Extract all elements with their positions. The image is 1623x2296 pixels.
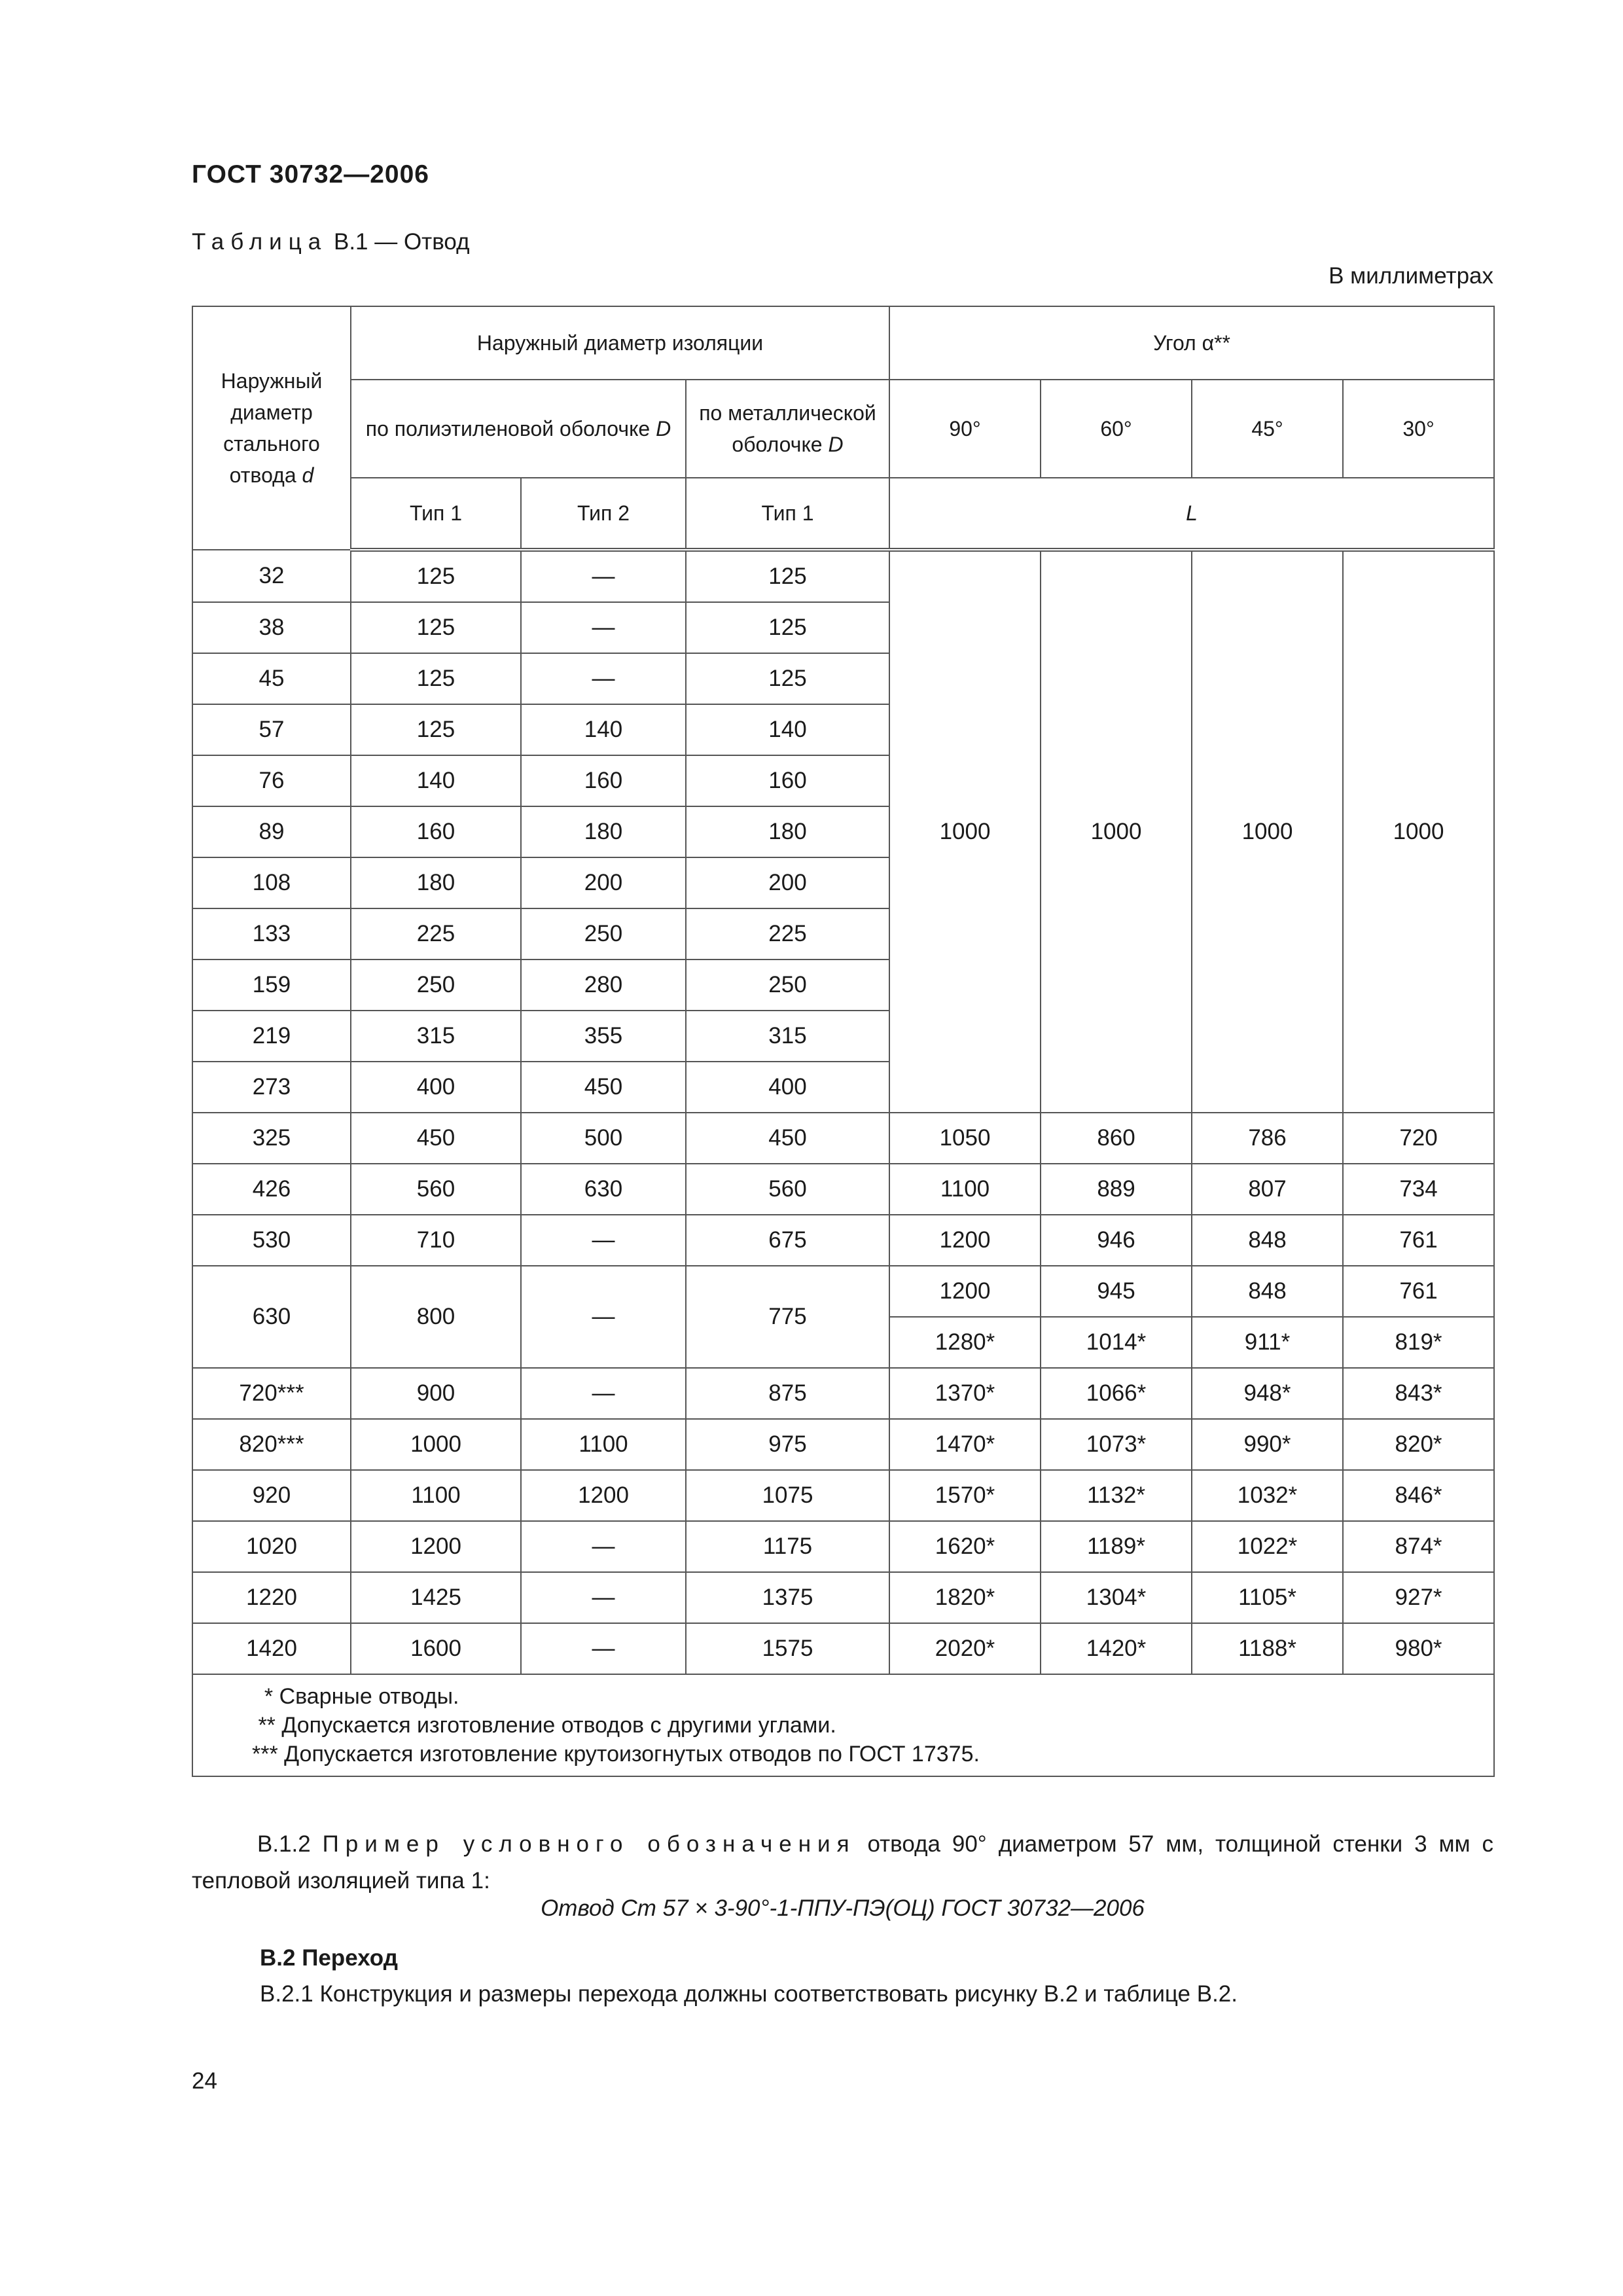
cell-pe-type1: 800 bbox=[351, 1266, 521, 1368]
caption-label: Таблица bbox=[192, 229, 328, 255]
cell-steel-d: 57 bbox=[192, 704, 351, 755]
cell-l-45: 848 bbox=[1192, 1215, 1343, 1266]
cell-l-60: 860 bbox=[1041, 1113, 1192, 1164]
cell-l-60: 1189* bbox=[1041, 1521, 1192, 1572]
cell-metal-type1: 125 bbox=[686, 550, 889, 602]
cell-pe-type2: — bbox=[521, 1623, 686, 1674]
cell-l-45: 786 bbox=[1192, 1113, 1343, 1164]
cell-pe-type1: 225 bbox=[351, 908, 521, 960]
cell-l-90: 1050 bbox=[889, 1113, 1041, 1164]
cell-pe-type1: 1000 bbox=[351, 1419, 521, 1470]
cell-l-90: 1280* bbox=[889, 1317, 1041, 1368]
cell-pe-type2: 140 bbox=[521, 704, 686, 755]
cell-l-30: 846* bbox=[1343, 1470, 1494, 1521]
header-angle-45: 45° bbox=[1192, 380, 1343, 478]
cell-l-30: 761 bbox=[1343, 1215, 1494, 1266]
header-metal-sheath: по металлической оболочке D bbox=[686, 380, 889, 478]
document-code: ГОСТ 30732—2006 bbox=[192, 160, 429, 188]
paragraph-b12: В.1.2 Пример условного обозначения отвода 90° диаметром 57 мм, толщиной стенки 3 мм с тепловой изоляцией типа 1: bbox=[192, 1831, 1493, 1893]
cell-steel-d: 1220 bbox=[192, 1572, 351, 1623]
cell-l-30: 819* bbox=[1343, 1317, 1494, 1368]
cell-steel-d: 630 bbox=[192, 1266, 351, 1368]
table-row bbox=[192, 1470, 1494, 1521]
cell-pe-type2: 1200 bbox=[521, 1470, 686, 1521]
cell-l-30: 874* bbox=[1343, 1521, 1494, 1572]
cell-steel-d: 38 bbox=[192, 602, 351, 653]
cell-pe-type2: 280 bbox=[521, 960, 686, 1011]
cell-steel-d: 1420 bbox=[192, 1623, 351, 1674]
cell-l-45: 1105* bbox=[1192, 1572, 1343, 1623]
cell-pe-type1: 250 bbox=[351, 960, 521, 1011]
cell-steel-d: 820*** bbox=[192, 1419, 351, 1470]
cell-l-30: 927* bbox=[1343, 1572, 1494, 1623]
cell-metal-type1: 875 bbox=[686, 1368, 889, 1419]
cell-l-90: 2020* bbox=[889, 1623, 1041, 1674]
cell-steel-d: 530 bbox=[192, 1215, 351, 1266]
table-row bbox=[192, 1521, 1494, 1572]
section-b2-title: В.2 Переход bbox=[260, 1945, 398, 1971]
table-footnotes bbox=[192, 1674, 1494, 1776]
header-angle-60: 60° bbox=[1041, 380, 1192, 478]
cell-pe-type2: — bbox=[521, 1215, 686, 1266]
cell-pe-type2: 355 bbox=[521, 1011, 686, 1062]
table-row bbox=[192, 1113, 1494, 1164]
cell-l-60: 1014* bbox=[1041, 1317, 1192, 1368]
cell-l-60: 946 bbox=[1041, 1215, 1192, 1266]
table-row bbox=[192, 1215, 1494, 1266]
cell-pe-type2: 250 bbox=[521, 908, 686, 960]
page-number: 24 bbox=[192, 2068, 217, 2094]
paragraph-b21: В.2.1 Конструкция и размеры перехода должны соответствовать рисунку В.2 и таблице В.2. bbox=[260, 1981, 1238, 2007]
cell-pe-type2: 450 bbox=[521, 1062, 686, 1113]
cell-l-60: 1304* bbox=[1041, 1572, 1192, 1623]
header-angle: Угол α** bbox=[889, 306, 1494, 380]
cell-l-30: 980* bbox=[1343, 1623, 1494, 1674]
cell-pe-type2: — bbox=[521, 653, 686, 704]
cell-metal-type1: 1175 bbox=[686, 1521, 889, 1572]
cell-steel-d: 159 bbox=[192, 960, 351, 1011]
cell-pe-type1: 180 bbox=[351, 857, 521, 908]
cell-l-60: 1073* bbox=[1041, 1419, 1192, 1470]
header-type-1-metal: Тип 1 bbox=[686, 478, 889, 550]
header-type-1: Тип 1 bbox=[351, 478, 521, 550]
table-row bbox=[192, 1266, 1494, 1317]
cell-metal-type1: 140 bbox=[686, 704, 889, 755]
cell-metal-type1: 200 bbox=[686, 857, 889, 908]
cell-l-60: 1420* bbox=[1041, 1623, 1192, 1674]
cell-l-45: 1032* bbox=[1192, 1470, 1343, 1521]
caption-title: В.1 — Отвод bbox=[333, 229, 470, 255]
cell-l-90: 1200 bbox=[889, 1215, 1041, 1266]
cell-pe-type1: 125 bbox=[351, 602, 521, 653]
footnote-3: *** Допускается изготовление крутоизогнутых отводов по ГОСТ 17375. bbox=[252, 1742, 980, 1767]
cell-l-45: 948* bbox=[1192, 1368, 1343, 1419]
header-insulation-diameter: Наружный диаметр изоляции bbox=[351, 306, 889, 380]
cell-pe-type1: 1200 bbox=[351, 1521, 521, 1572]
cell-pe-type1: 315 bbox=[351, 1011, 521, 1062]
cell-pe-type2: — bbox=[521, 602, 686, 653]
header-angle-30: 30° bbox=[1343, 380, 1494, 478]
cell-pe-type1: 560 bbox=[351, 1164, 521, 1215]
cell-l-90: 1820* bbox=[889, 1572, 1041, 1623]
cell-l-90: 1570* bbox=[889, 1470, 1041, 1521]
cell-steel-d: 325 bbox=[192, 1113, 351, 1164]
cell-pe-type1: 1100 bbox=[351, 1470, 521, 1521]
table-caption bbox=[192, 229, 470, 255]
cell-pe-type2: 500 bbox=[521, 1113, 686, 1164]
cell-l-90: 1620* bbox=[889, 1521, 1041, 1572]
cell-l-30: 720 bbox=[1343, 1113, 1494, 1164]
cell-metal-type1: 225 bbox=[686, 908, 889, 960]
cell-steel-d: 920 bbox=[192, 1470, 351, 1521]
cell-metal-type1: 1075 bbox=[686, 1470, 889, 1521]
cell-length-merged-0: 1000 bbox=[889, 550, 1041, 1113]
cell-l-30: 820* bbox=[1343, 1419, 1494, 1470]
cell-length-merged-2: 1000 bbox=[1192, 550, 1343, 1113]
cell-metal-type1: 775 bbox=[686, 1266, 889, 1368]
designation-example: Отвод Ст 57 × 3-90°-1-ППУ-ПЭ(ОЦ) ГОСТ 30732—2006 bbox=[541, 1895, 1145, 1921]
cell-length-merged-3: 1000 bbox=[1343, 550, 1494, 1113]
header-angle-90: 90° bbox=[889, 380, 1041, 478]
cell-l-60: 1066* bbox=[1041, 1368, 1192, 1419]
cell-metal-type1: 675 bbox=[686, 1215, 889, 1266]
cell-pe-type1: 400 bbox=[351, 1062, 521, 1113]
cell-pe-type1: 1425 bbox=[351, 1572, 521, 1623]
cell-pe-type2: — bbox=[521, 1368, 686, 1419]
cell-l-45: 1022* bbox=[1192, 1521, 1343, 1572]
cell-steel-d: 273 bbox=[192, 1062, 351, 1113]
cell-l-60: 1132* bbox=[1041, 1470, 1192, 1521]
cell-l-90: 1470* bbox=[889, 1419, 1041, 1470]
footnote-2: ** Допускается изготовление отводов с другими углами. bbox=[252, 1713, 836, 1738]
cell-steel-d: 219 bbox=[192, 1011, 351, 1062]
cell-pe-type1: 450 bbox=[351, 1113, 521, 1164]
cell-l-30: 761 bbox=[1343, 1266, 1494, 1317]
header-pe-sheath: по полиэтиленовой оболочке D bbox=[351, 380, 686, 478]
cell-l-90: 1370* bbox=[889, 1368, 1041, 1419]
cell-metal-type1: 560 bbox=[686, 1164, 889, 1215]
cell-metal-type1: 975 bbox=[686, 1419, 889, 1470]
cell-pe-type1: 125 bbox=[351, 704, 521, 755]
cell-l-45: 848 bbox=[1192, 1266, 1343, 1317]
cell-metal-type1: 250 bbox=[686, 960, 889, 1011]
cell-pe-type1: 125 bbox=[351, 550, 521, 602]
table-row bbox=[192, 1164, 1494, 1215]
cell-l-45: 990* bbox=[1192, 1419, 1343, 1470]
cell-l-45: 911* bbox=[1192, 1317, 1343, 1368]
cell-l-45: 1188* bbox=[1192, 1623, 1343, 1674]
cell-pe-type2: — bbox=[521, 1521, 686, 1572]
cell-l-90: 1100 bbox=[889, 1164, 1041, 1215]
cell-l-60: 889 bbox=[1041, 1164, 1192, 1215]
cell-steel-d: 108 bbox=[192, 857, 351, 908]
cell-l-60: 945 bbox=[1041, 1266, 1192, 1317]
cell-l-30: 734 bbox=[1343, 1164, 1494, 1215]
cell-steel-d: 720*** bbox=[192, 1368, 351, 1419]
cell-pe-type1: 1600 bbox=[351, 1623, 521, 1674]
cell-pe-type2: — bbox=[521, 550, 686, 602]
cell-pe-type2: — bbox=[521, 1266, 686, 1368]
cell-length-merged-1: 1000 bbox=[1041, 550, 1192, 1113]
table-row bbox=[192, 1368, 1494, 1419]
cell-metal-type1: 1575 bbox=[686, 1623, 889, 1674]
table-row bbox=[192, 1572, 1494, 1623]
cell-pe-type1: 125 bbox=[351, 653, 521, 704]
cell-l-45: 807 bbox=[1192, 1164, 1343, 1215]
cell-steel-d: 133 bbox=[192, 908, 351, 960]
footnote-1: * Сварные отводы. bbox=[252, 1684, 459, 1709]
cell-metal-type1: 160 bbox=[686, 755, 889, 806]
table-row bbox=[192, 1623, 1494, 1674]
units-note: В миллиметрах bbox=[1329, 263, 1493, 289]
cell-pe-type1: 160 bbox=[351, 806, 521, 857]
cell-pe-type2: 180 bbox=[521, 806, 686, 857]
cell-pe-type1: 900 bbox=[351, 1368, 521, 1419]
cell-pe-type2: 630 bbox=[521, 1164, 686, 1215]
cell-steel-d: 426 bbox=[192, 1164, 351, 1215]
cell-steel-d: 76 bbox=[192, 755, 351, 806]
cell-metal-type1: 400 bbox=[686, 1062, 889, 1113]
cell-metal-type1: 180 bbox=[686, 806, 889, 857]
cell-pe-type2: — bbox=[521, 1572, 686, 1623]
cell-metal-type1: 315 bbox=[686, 1011, 889, 1062]
header-steel-diameter: Наружный диаметр стального отвода d bbox=[192, 306, 351, 550]
cell-l-90: 1200 bbox=[889, 1266, 1041, 1317]
cell-steel-d: 89 bbox=[192, 806, 351, 857]
elbow-dimensions-table bbox=[192, 306, 1495, 1777]
cell-pe-type2: 200 bbox=[521, 857, 686, 908]
cell-l-30: 843* bbox=[1343, 1368, 1494, 1419]
header-length-l: L bbox=[889, 478, 1494, 550]
cell-steel-d: 32 bbox=[192, 550, 351, 602]
table-body bbox=[192, 550, 1494, 1674]
cell-metal-type1: 1375 bbox=[686, 1572, 889, 1623]
cell-metal-type1: 125 bbox=[686, 653, 889, 704]
cell-pe-type2: 1100 bbox=[521, 1419, 686, 1470]
table-row bbox=[192, 550, 1494, 602]
cell-steel-d: 1020 bbox=[192, 1521, 351, 1572]
cell-pe-type1: 140 bbox=[351, 755, 521, 806]
cell-metal-type1: 450 bbox=[686, 1113, 889, 1164]
cell-metal-type1: 125 bbox=[686, 602, 889, 653]
table-row bbox=[192, 1419, 1494, 1470]
cell-pe-type2: 160 bbox=[521, 755, 686, 806]
cell-steel-d: 45 bbox=[192, 653, 351, 704]
cell-pe-type1: 710 bbox=[351, 1215, 521, 1266]
header-type-2: Тип 2 bbox=[521, 478, 686, 550]
